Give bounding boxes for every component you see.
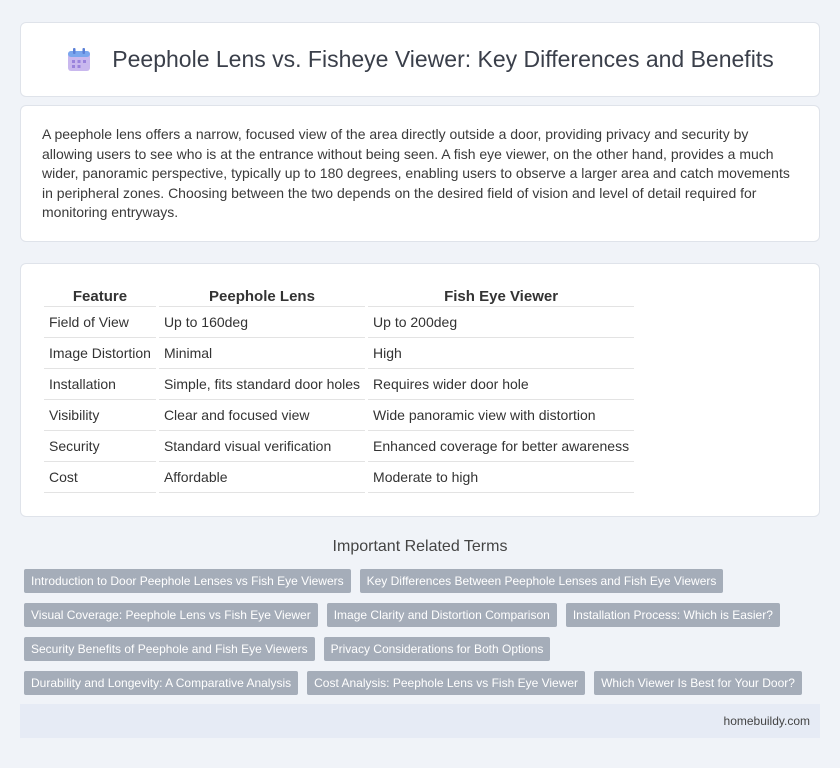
tag-row	[24, 671, 824, 695]
table-cell: Clear and focused view	[159, 400, 365, 431]
related-term-link[interactable]: Key Differences Between Peephole Lenses and Fish Eye Viewers	[360, 569, 724, 593]
table-row	[44, 462, 634, 493]
table-cell: Minimal	[159, 338, 365, 369]
related-term-link[interactable]: Introduction to Door Peephole Lenses vs Fish Eye Viewers	[24, 569, 351, 593]
related-term-link[interactable]: Durability and Longevity: A Comparative Analysis	[24, 671, 298, 695]
column-header: Fish Eye Viewer	[368, 286, 634, 307]
tag-row	[24, 603, 824, 627]
table-cell: Enhanced coverage for better awareness	[368, 431, 634, 462]
related-terms-heading: Important Related Terms	[332, 538, 508, 555]
column-header: Feature	[44, 286, 156, 307]
table-cell: Image Distortion	[44, 338, 156, 369]
table-cell: Up to 200deg	[368, 307, 634, 338]
table-row	[44, 369, 634, 400]
related-term-link[interactable]: Which Viewer Is Best for Your Door?	[594, 671, 802, 695]
table-cell: Installation	[44, 369, 156, 400]
table-cell: Simple, fits standard door holes	[159, 369, 365, 400]
related-term-link[interactable]: Installation Process: Which is Easier?	[566, 603, 780, 627]
table-cell: Moderate to high	[368, 462, 634, 493]
table-cell: High	[368, 338, 634, 369]
table-cell: Visibility	[44, 400, 156, 431]
related-term-link[interactable]: Privacy Considerations for Both Options	[324, 637, 551, 661]
related-terms	[24, 569, 824, 705]
footer-site-link[interactable]: homebuildy.com	[723, 714, 810, 728]
table-cell: Standard visual verification	[159, 431, 365, 462]
intro-card	[20, 105, 820, 242]
footer	[20, 704, 820, 738]
table-cell: Security	[44, 431, 156, 462]
related-term-link[interactable]: Image Clarity and Distortion Comparison	[327, 603, 557, 627]
table-cell: Requires wider door hole	[368, 369, 634, 400]
table-cell: Affordable	[159, 462, 365, 493]
comparison-card	[20, 263, 820, 517]
related-term-link[interactable]: Visual Coverage: Peephole Lens vs Fish Eye Viewer	[24, 603, 318, 627]
comparison-table	[41, 286, 637, 493]
related-term-link[interactable]: Security Benefits of Peephole and Fish Eye Viewers	[24, 637, 315, 661]
page-title: Peephole Lens vs. Fisheye Viewer: Key Differences and Benefits	[112, 46, 774, 72]
title-card	[20, 22, 820, 97]
table-row	[44, 307, 634, 338]
calendar-icon	[66, 47, 92, 73]
table-cell: Cost	[44, 462, 156, 493]
table-header-row	[44, 286, 634, 307]
table-row	[44, 431, 634, 462]
table-cell: Field of View	[44, 307, 156, 338]
related-term-link[interactable]: Cost Analysis: Peephole Lens vs Fish Eye Viewer	[307, 671, 585, 695]
table-cell: Up to 160deg	[159, 307, 365, 338]
table-cell: Wide panoramic view with distortion	[368, 400, 634, 431]
intro-text: A peephole lens offers a narrow, focused view of the area directly outside a door, providing privacy and security by allowing users to see who is at the entrance without being seen. A fish eye viewer, on the other hand, provides a much wider, panoramic perspective, typically up to 180 degrees, enabling users to observe a larger area and catch movements in peripheral zones. Choosing between the two depends on the desired field of vision and level of detail required for monitoring entryways.	[42, 126, 790, 220]
table-row	[44, 338, 634, 369]
table-row	[44, 400, 634, 431]
tag-row	[24, 569, 824, 593]
tag-row	[24, 637, 824, 661]
column-header: Peephole Lens	[159, 286, 365, 307]
